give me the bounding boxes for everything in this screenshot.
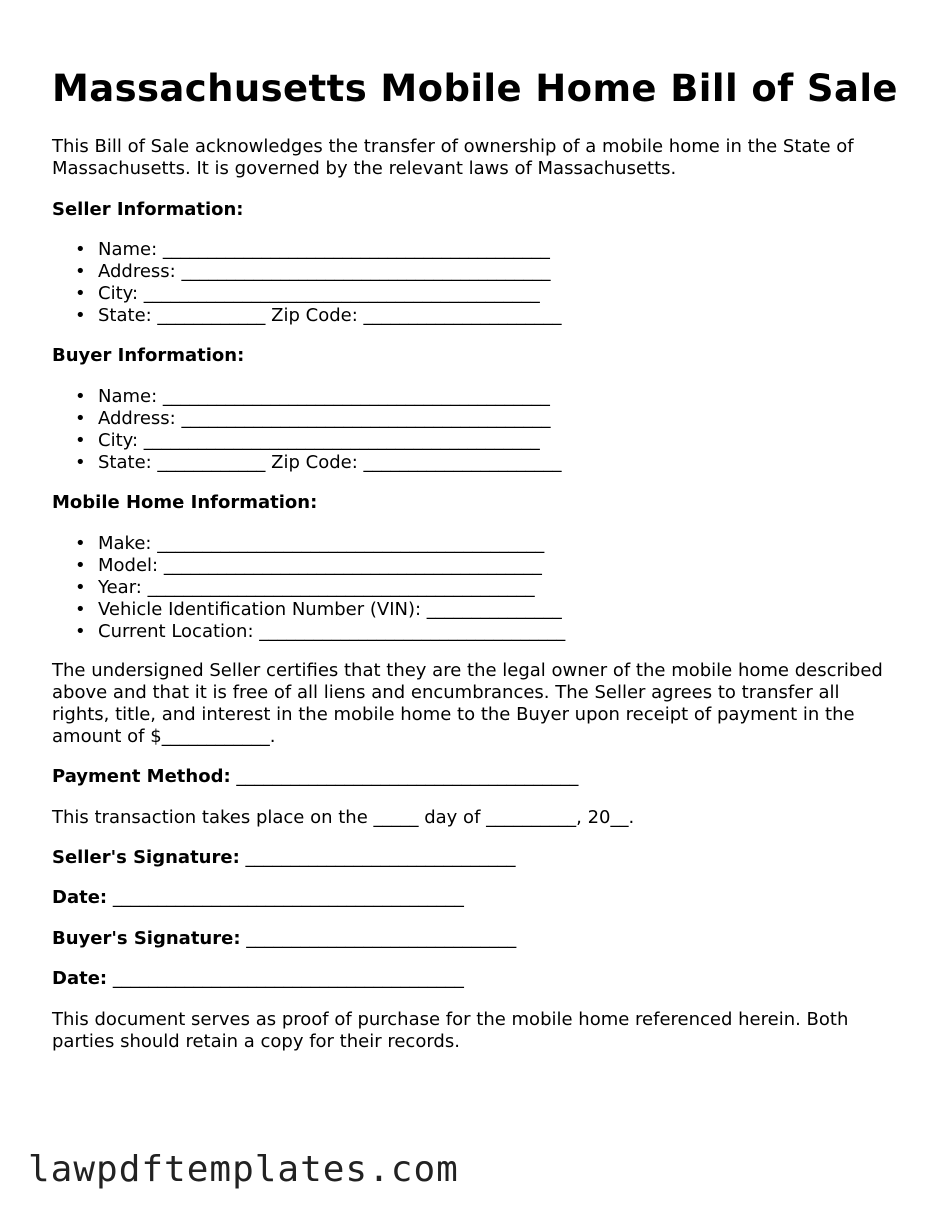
certification-text: The undersigned Seller certifies that they are the legal owner of the mobile home described above and that it is free of all liens and encumbrances. The Seller agrees to transfer all rights, title, and interest in the mobile home to the Buyer upon receipt of payment in the amount of $____________.: [52, 660, 883, 747]
buyer-name-field[interactable]: • Name: ___________________________________________: [75, 386, 550, 407]
seller-address-field[interactable]: • Address: _________________________________________: [75, 261, 551, 282]
bullet-icon: •: [75, 305, 86, 326]
payment-method-label: Payment Method:: [52, 766, 231, 787]
seller-city-field[interactable]: • City: ____________________________________________: [75, 283, 540, 304]
bullet-icon: •: [75, 430, 86, 451]
home-make-field[interactable]: • Make: ___________________________________________: [75, 533, 545, 554]
buyer-field-list: [52, 386, 902, 474]
buyer-section: [52, 345, 902, 367]
bullet-icon: •: [75, 239, 86, 260]
buyer-fields: [52, 386, 902, 474]
buyer-date-line[interactable]: [52, 968, 902, 990]
bullet-icon: •: [75, 533, 86, 554]
seller-date-line[interactable]: [52, 887, 902, 909]
bullet-icon: •: [75, 577, 86, 598]
buyer-signature-label: Buyer's Signature:: [52, 928, 241, 949]
buyer-city-field[interactable]: • City: ____________________________________________: [75, 430, 540, 451]
intro-text: This Bill of Sale acknowledges the transfer of ownership of a mobile home in the State of Massachusetts. It is governed by the relevant laws of Massachusetts.: [52, 136, 854, 179]
transaction-date-text: This transaction takes place on the _____ day of __________, 20__.: [52, 807, 635, 828]
seller-date-blank[interactable]: _______________________________________: [112, 887, 464, 908]
seller-fields: [52, 239, 902, 327]
seller-state-zip-field[interactable]: • State: ____________ Zip Code: ______________________: [75, 305, 562, 326]
home-location-field[interactable]: • Current Location: __________________________________: [75, 621, 566, 642]
seller-field-list: [52, 239, 902, 327]
bullet-icon: •: [75, 555, 86, 576]
bullet-icon: •: [75, 621, 86, 642]
seller-signature-line[interactable]: [52, 847, 902, 869]
home-section: [52, 492, 902, 514]
intro-paragraph: [52, 136, 902, 180]
buyer-state-zip-field[interactable]: • State: ____________ Zip Code: ______________________: [75, 452, 562, 473]
buyer-heading: Buyer Information:: [52, 345, 245, 366]
bullet-icon: •: [75, 283, 86, 304]
home-year-field[interactable]: • Year: ___________________________________________: [75, 577, 535, 598]
buyer-date-blank[interactable]: _______________________________________: [112, 968, 464, 989]
buyer-signature-blank[interactable]: ______________________________: [246, 928, 517, 949]
home-field-list: [52, 533, 902, 643]
bullet-icon: •: [75, 261, 86, 282]
document-title: Massachusetts Mobile Home Bill of Sale: [52, 67, 898, 110]
buyer-signature-line[interactable]: [52, 928, 902, 950]
seller-signature-blank[interactable]: ______________________________: [245, 847, 516, 868]
transaction-date-line: [52, 807, 902, 829]
closing-text: This document serves as proof of purchase for the mobile home referenced herein. Both parties should retain a copy for their records.: [52, 1009, 849, 1052]
bullet-icon: •: [75, 452, 86, 473]
closing-paragraph: [52, 1009, 902, 1053]
payment-method-blank[interactable]: ______________________________________: [236, 766, 579, 787]
buyer-date-label: Date:: [52, 968, 108, 989]
home-heading: Mobile Home Information:: [52, 492, 318, 513]
payment-method-line[interactable]: [52, 766, 902, 788]
seller-name-field[interactable]: • Name: ___________________________________________: [75, 239, 550, 260]
seller-date-label: Date:: [52, 887, 108, 908]
watermark-text: lawpdftemplates.com: [28, 1149, 459, 1190]
bullet-icon: •: [75, 386, 86, 407]
bullet-icon: •: [75, 408, 86, 429]
home-vin-field[interactable]: • Vehicle Identification Number (VIN): _______________: [75, 599, 562, 620]
certification-paragraph: [52, 660, 902, 748]
seller-section: [52, 199, 902, 221]
seller-signature-label: Seller's Signature:: [52, 847, 240, 868]
buyer-address-field[interactable]: • Address: _________________________________________: [75, 408, 551, 429]
home-fields: [52, 533, 902, 643]
seller-heading: Seller Information:: [52, 199, 244, 220]
bullet-icon: •: [75, 599, 86, 620]
home-model-field[interactable]: • Model: __________________________________________: [75, 555, 542, 576]
